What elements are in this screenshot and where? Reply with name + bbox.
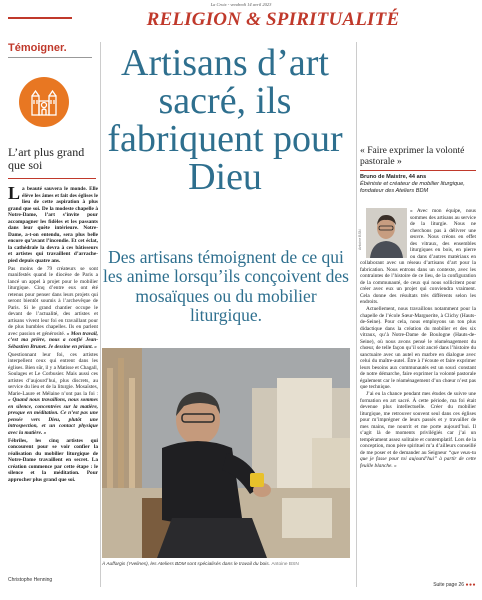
section-rule xyxy=(8,57,92,58)
author-signature: Christophe Henning xyxy=(8,577,53,583)
portrait-illustration xyxy=(366,208,407,258)
interviewee xyxy=(360,174,476,194)
editorial-column xyxy=(8,183,98,485)
dropcap: L xyxy=(8,183,21,203)
continuation xyxy=(410,582,476,588)
testimony-paragraph-2: Actuellement, nous travaillons notamment pour la chapelle de l’école Sœur-Marguerite, à Clichy (Hauts-de-Seine). Pour cela, nous employons un ton plus didactique dans la création du mobilier et des six vitraux, qu’à Notre-Dame de Boulogne (Hauts-de-Seine), où nous avons pensé le réaménagement du chœur, de telle façon qu’il soit ancré dans l’histoire du sanctuaire avec un autel en marbre en dialogue avec celui du maître-autel. Être à l’écoute et faire exprimer leurs besoins aux communautés est un souci constant de notre démarche, faire exprimer la volonté pastorale également car le réaménagement d’un chœur n’est pas que technique. xyxy=(360,306,476,390)
testimony-paragraph-3: J’ai eu la chance pendant mes études de suivre une formation en art sacré. À cette période, ma foi était devenue plus intellectuelle. Créer du mobilier liturgique, me retrouver souvent seul dans ces églises pour m’imprégner de leurs passés et y travailler de mes mains, me nourrit et me porte aujourd’hui. Il s’agit là de moments privilégiés car j’ai un tempérament assez solitaire et contemplatif. Lors de la conception, mon père spirituel m’a d’ailleurs conseillé de me poser et de demander au Seigneur xyxy=(360,391,476,456)
article-subtitle: Des artisans témoignent de ce qui les anime lorsqu’ils conçoivent des mosaïques ou du mobilier liturgique. xyxy=(103,247,349,326)
editorial-paragraph-4: Fébriles, les cinq artistes qui concourent pour se voir confier la réalisation du mobilier liturgique de Notre-Dame travaillent en secret. La création commence par cette étape : le silence et la méditation. Pour approcher plus grand que soi. xyxy=(8,437,98,483)
article-photo xyxy=(102,348,350,558)
editorial-quote-2: « Quand nous travaillons, nous sommes en silence, concentrées sur la matière, presque en méditation. Ce n’est pas une pensée vers Dieu, plutôt une introspection, et un contact physique avec la matière. » xyxy=(8,397,98,436)
editorial-paragraph-3: Questionnant leur foi, ces artistes interpellent ceux qui entrent dans les églises. Bien sûr, il y a Matisse et Chagall, Soulages et Le Corbusier. Mais aussi ces artistes d’aujourd’hui, plus discrets, au service du lieu et de la liturgie. Mosaïstes, Marie-Laure et Mélaine n’ont pas la foi : xyxy=(8,351,98,397)
portrait-credit: Antoine BSN xyxy=(358,229,362,250)
photo-caption xyxy=(102,562,352,568)
masthead: La Croix - vendredi 14 avril 2023 xyxy=(210,2,272,7)
testimony-quote: “que veux-tu que je fasse pour toi aujourd’hui” à partir de cette feuille blanche. » xyxy=(360,449,476,469)
photo-caption-text: À Auffargis (Yvelines), les Ateliers BDM sont spécialisés dans le travail du bois. xyxy=(102,562,270,567)
quote-box-rule xyxy=(360,170,476,171)
column-divider-right xyxy=(356,42,357,587)
editorial-quote-1: « Mon travail, c’est ma prière, nous a confié Jean-Sébastien Brunet. Je dessine en priant. » xyxy=(8,330,98,350)
sidebar-rule xyxy=(8,178,96,179)
editorial-paragraph-1: a beauté sauvera le monde. Elle élève les âmes et fait des églises le lieu de cette aspiration à plus grand que soi. De la modeste chapelle à Notre-Dame, l’art s’invite pour accompagner les fidèles et les passants dans leur quête intérieure. Notre-Dame, a-t-on entendu, sera plus belle encore qu’avant l’incendie. Et cet éclat, la cathédrale la devra à ces bâtisseurs et artistes qui travaillent d’arrache-pied depuis quatre ans. xyxy=(8,186,98,264)
quote-box-heading: « Faire exprimer la volonté pastorale » xyxy=(360,145,465,167)
cathedral-icon xyxy=(29,87,59,117)
interviewee-portrait xyxy=(366,208,407,258)
interviewee-name: Bruno de Maistre, 44 ans xyxy=(360,174,427,180)
continuation-text: Suite page 26 xyxy=(433,582,465,588)
rubric-title: RELIGION & SPIRITUALITÉ xyxy=(72,9,474,31)
craftsman-photo-illustration xyxy=(102,348,350,558)
article-title: Artisans d’art sacré, ils fabriquent pour Dieu xyxy=(107,42,343,198)
editorial-paragraph-2: Pas moins de 79 créateurs se sont manifestés quand le diocèse de Paris a lancé un appel à projet pour le mobilier liturgique. Cinq d’entre eux ont été retenus pour penser dans leurs projets qui seront bientôt soumis à l’archevêque de Paris. Si le grand chantier occupe le devant de l’actualité, des artistes et artisans vivent leur foi en travaillant pour de plus humbles chapelles. Ils en parlent avec passion et générosité. xyxy=(8,265,98,337)
section-badge xyxy=(19,77,69,127)
sidebar-heading: L’art plus grand que soi xyxy=(8,145,85,172)
interviewee-role: Ébéniste et créateur de mobilier liturgique, fondateur des Ateliers BDM xyxy=(360,180,465,194)
section-label: Témoigner. xyxy=(8,42,67,54)
photo-credit: Antoine BSN xyxy=(271,562,299,567)
testimony-paragraph-1: « Avec mon équipe, nous sommes des artisans au service de la liturgie. Nous ne cherchons pas à délivrer une œuvre. Nous créons en effet des vitraux, des ensembles liturgiques en bois, en pierre ou dans d’autres matériaux en collaborant avec un réseau d’artisans d’art pour la fabrication. Nous entrons dans un contexte, avec les contraintes de l’histoire de ce lieu, de la configuration de la communauté, de ceux qui nous sollicitent pour créer avec eux un projet qui conviendra vraiment. Cela donne des résultats très différents selon les endroits. xyxy=(360,208,476,305)
continuation-dots: ●●● xyxy=(465,582,476,588)
